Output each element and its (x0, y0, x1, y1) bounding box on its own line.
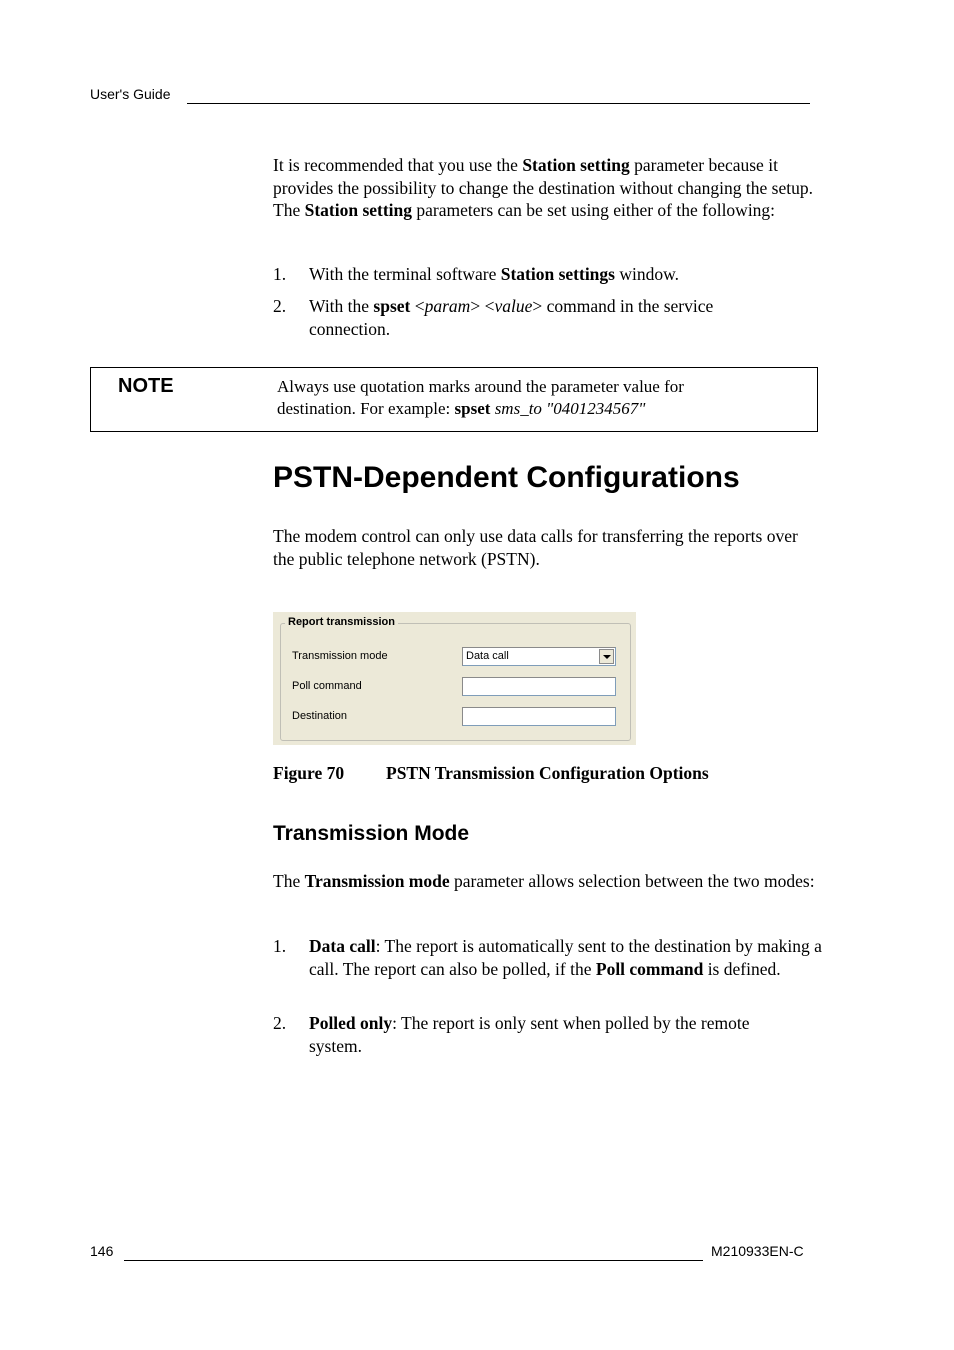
list-number: 1. (273, 264, 287, 284)
figure-title: PSTN Transmission Configuration Options (386, 763, 709, 783)
list-italic: value (494, 296, 533, 316)
header-title: User's Guide (90, 86, 171, 102)
dropdown-button[interactable] (599, 649, 614, 664)
poll-command-label: Poll command (292, 680, 362, 692)
list-text: : The report is automatically sent to the destination by making a call. The report can also be polled, if the (309, 936, 822, 979)
list-bold: Data call (309, 936, 376, 956)
list-item (273, 263, 823, 286)
transmission-mode-label: Transmission mode (292, 650, 388, 662)
list-item (273, 295, 793, 340)
list-bold: Poll command (595, 958, 704, 979)
destination-label: Destination (292, 710, 348, 722)
list-text: : The report is only sent when polled by the remote system. (309, 1013, 750, 1056)
intro-text-1: It is recommended that you use the (273, 155, 523, 175)
note-box (90, 367, 818, 432)
intro-bold-2: Station setting (304, 200, 413, 220)
list-number: 1. (273, 936, 287, 956)
transmission-mode-value: Data call (466, 650, 509, 662)
subsection-text-1: The (273, 871, 305, 891)
list-text: window. (614, 264, 679, 284)
groupbox-title: Report transmission (285, 616, 398, 628)
figure-number: Figure 70 (273, 763, 345, 783)
subsection-bold: Transmission mode (304, 871, 450, 891)
intro-text-2: parameter because it provides the possibility to change the destination without changing the setup. The (273, 155, 813, 220)
subsection-text-2: parameter allows selection between the two modes: (449, 871, 815, 891)
transmission-mode-select[interactable] (462, 647, 616, 666)
note-text-1: Always use quotation marks around the parameter value for destination. For example: (277, 377, 684, 418)
section-paragraph: The modem control can only use data calls for transferring the reports over the public telephone network (PSTN). (273, 526, 798, 569)
list-text: With the (309, 296, 374, 316)
list-item (273, 1012, 803, 1057)
subsection-paragraph (273, 870, 821, 893)
page-number: 146 (90, 1243, 114, 1259)
list-bold: spset (373, 296, 411, 316)
intro-text-3: parameters can be set using either of the following: (412, 200, 776, 220)
running-header (90, 86, 170, 102)
list-text: is defined. (703, 958, 781, 979)
list-item (273, 935, 823, 980)
list-text: With the terminal software (309, 264, 501, 284)
subsection-heading: Transmission Mode (273, 822, 470, 845)
note-bold: spset (454, 399, 491, 418)
report-transmission-panel (273, 612, 636, 745)
note-text (277, 376, 757, 420)
chevron-down-icon (603, 655, 611, 659)
destination-input[interactable] (462, 707, 616, 726)
list-bold: Station settings (500, 264, 615, 284)
intro-paragraph (273, 154, 821, 222)
intro-bold-1: Station setting (522, 155, 630, 175)
note-label: NOTE (118, 375, 174, 397)
list-number: 2. (273, 1013, 287, 1033)
figure-caption (273, 763, 709, 784)
list-text: < (410, 296, 425, 316)
note-italic: sms_to "0401234567" (490, 399, 646, 418)
list-italic: param (424, 296, 471, 316)
header-rule (187, 103, 810, 104)
poll-command-input[interactable] (462, 677, 616, 696)
list-number: 2. (273, 296, 287, 316)
section-heading: PSTN-Dependent Configurations (273, 461, 740, 494)
list-text: > < (470, 296, 495, 316)
document-id: M210933EN-C (711, 1243, 804, 1259)
list-text: > command in the service connection. (309, 296, 714, 339)
footer-rule (124, 1260, 703, 1261)
list-bold: Polled only (309, 1013, 393, 1033)
